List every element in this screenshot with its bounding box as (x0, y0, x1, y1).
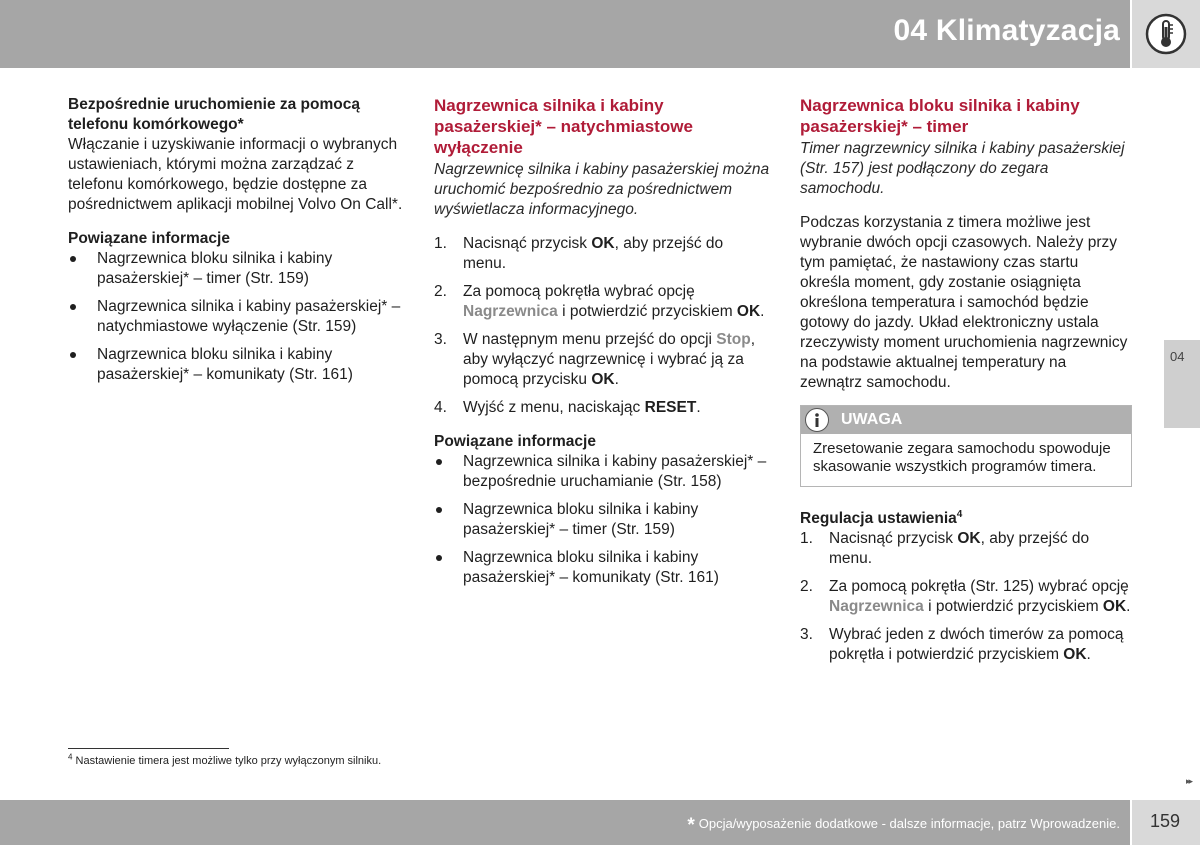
related-link-text[interactable]: Nagrzewnica silnika i kabiny pasażerskiej* – bezpośrednie uruchamianie (Str. 158) (463, 453, 767, 490)
button-name: OK (591, 235, 615, 252)
step-item (800, 625, 1132, 665)
step-text: , aby przejść do menu. (463, 235, 724, 272)
step-number: 2. (800, 578, 813, 595)
bullet (70, 256, 76, 262)
step-text: . (1126, 598, 1131, 615)
page-number-box (1132, 800, 1200, 845)
step-text: i potwierdzić przyciskiem (557, 303, 737, 320)
section-intro: Timer nagrzewnicy silnika i kabiny pasażerskiej (Str. 157) jest podłączony do zegara samochodu. (800, 140, 1125, 197)
step-text: . (760, 303, 765, 320)
section-heading: Nagrzewnica silnika i kabiny pasażerskiej* – natychmiastowe wyłączenie (434, 96, 693, 157)
menu-option: Nagrzewnica (463, 303, 558, 320)
step-number: 3. (800, 626, 813, 643)
subsection-heading-text: Regulacja ustawienia (800, 510, 957, 527)
footnote-divider (68, 748, 229, 749)
related-link[interactable] (68, 297, 404, 337)
step-text: Nacisnąć przycisk (463, 235, 592, 252)
step-text: , aby wyłączyć nagrzewnicę i wybrać ją za pomocą przycisku (463, 331, 756, 388)
step-text: Wyjść z menu, naciskając (463, 399, 645, 416)
thermometer-icon (1145, 13, 1187, 55)
step-item (434, 398, 770, 418)
steps-list (800, 529, 1132, 665)
related-link-text[interactable]: Nagrzewnica bloku silnika i kabiny pasażerskiej* – timer (Str. 159) (463, 501, 699, 538)
step-text: i potwierdzić przyciskiem (923, 598, 1103, 615)
note-title: UWAGA (841, 411, 903, 428)
note-header (801, 406, 1131, 434)
step-item (434, 234, 770, 274)
step-text: . (696, 399, 701, 416)
footnote (68, 752, 382, 767)
bullet (70, 352, 76, 358)
chapter-title: 04 Klimatyzacja (893, 14, 1120, 47)
related-link[interactable] (434, 548, 770, 588)
related-link-text[interactable]: Nagrzewnica bloku silnika i kabiny pasażerskiej* – komunikaty (Str. 161) (97, 346, 353, 383)
step-item (800, 529, 1132, 569)
page-footer (0, 800, 1130, 845)
step-text: . (614, 371, 619, 388)
step-number: 3. (434, 331, 447, 348)
section-intro: Nagrzewnicę silnika i kabiny pasażerskiej można uruchomić bezpośrednio za pośrednictwem wyświetlacza informacyjnego. (434, 161, 770, 218)
bullet (436, 555, 442, 561)
info-icon (805, 408, 829, 432)
section-heading: Bezpośrednie uruchomienie za pomocą telefonu komórkowego* (68, 96, 360, 133)
related-link[interactable] (68, 345, 404, 385)
footnote-text: Nastawienie timera jest możliwe tylko przy wyłączonym silniku. (72, 755, 382, 767)
step-text: Za pomocą pokrętła wybrać opcję (463, 283, 695, 300)
footnote-ref: 4 (956, 508, 963, 520)
section-body: Podczas korzystania z timera możliwe jest wybranie dwóch opcji czasowych. Należy przy tym pamiętać, że nastawiony czas startu określa moment, gdy zostanie osiągnięta określona temperatura i samochód będzie gotowy do jazdy. Układ elektroniczny ustala rzeczywisty moment uruchomienia nagrzewnicy na podstawie aktualnej temperatury na zewnątrz samochodu. (800, 214, 1128, 391)
related-list (434, 452, 770, 588)
step-item (434, 330, 770, 390)
button-name: OK (591, 371, 615, 388)
related-link-text[interactable]: Nagrzewnica bloku silnika i kabiny pasażerskiej* – timer (Str. 159) (97, 250, 333, 287)
asterisk: * (687, 815, 695, 836)
related-link[interactable] (434, 452, 770, 492)
step-number: 1. (434, 235, 447, 252)
page-header (0, 0, 1130, 68)
bullet (436, 459, 442, 465)
continue-arrow-icon: ▸▸ (1186, 776, 1192, 786)
button-name: OK (1102, 598, 1127, 615)
related-link[interactable] (434, 500, 770, 540)
step-text: Za pomocą pokrętła (Str. 125) wybrać opcję (829, 578, 1129, 595)
column-1 (68, 95, 404, 393)
section-body: Włączanie i uzyskiwanie informacji o wybranych ustawieniach, którymi można zarządzać z telefonu komórkowego, będzie dostępne za pośrednictwem aplikacji mobilnej Volvo On Call*. (68, 136, 403, 213)
button-name: OK (736, 303, 761, 320)
step-text: Nacisnąć przycisk (829, 530, 958, 547)
bullet (70, 304, 76, 310)
step-number: 1. (800, 530, 813, 547)
related-list (68, 249, 404, 385)
steps-list (434, 234, 770, 418)
step-item (434, 282, 770, 322)
footnote-number: 4 (68, 752, 73, 762)
related-link-text[interactable]: Nagrzewnica silnika i kabiny pasażerskiej* – natychmiastowe wyłączenie (Str. 159) (97, 298, 401, 335)
menu-option: Nagrzewnica (829, 598, 924, 615)
chapter-side-tab-label: 04 (1170, 349, 1185, 364)
footer-note-text: Opcja/wyposażenie dodatkowe - dalsze informacje, patrz Wprowadzenie. (698, 816, 1120, 831)
button-name: RESET (644, 399, 697, 416)
column-2 (434, 95, 770, 596)
note-box (800, 405, 1132, 487)
step-item (800, 577, 1132, 617)
subsection-heading (800, 509, 1132, 529)
related-info-title: Powiązane informacje (434, 433, 596, 450)
bullet (436, 507, 442, 513)
step-text: W następnym menu przejść do opcji (463, 331, 717, 348)
step-text: . (1086, 646, 1091, 663)
button-name: OK (957, 530, 981, 547)
related-link-text[interactable]: Nagrzewnica bloku silnika i kabiny pasażerskiej* – komunikaty (Str. 161) (463, 549, 719, 586)
step-number: 4. (434, 399, 447, 416)
step-text: Wybrać jeden z dwóch timerów za pomocą pokrętła i potwierdzić przyciskiem (829, 626, 1124, 663)
step-number: 2. (434, 283, 447, 300)
button-name: OK (1063, 646, 1087, 663)
note-body: Zresetowanie zegara samochodu spowoduje skasowanie wszystkich programów timera. (813, 440, 1111, 475)
column-3 (800, 95, 1132, 679)
footer-note (687, 815, 1120, 837)
related-info-title: Powiązane informacje (68, 230, 230, 247)
related-link[interactable] (68, 249, 404, 289)
chapter-icon-box (1132, 0, 1200, 68)
page-number: 159 (1150, 811, 1181, 831)
menu-option: Stop (716, 331, 751, 348)
section-heading: Nagrzewnica bloku silnika i kabiny pasażerskiej* – timer (800, 96, 1080, 136)
step-text: , aby przejść do menu. (829, 530, 1090, 567)
chapter-side-tab (1164, 340, 1200, 428)
